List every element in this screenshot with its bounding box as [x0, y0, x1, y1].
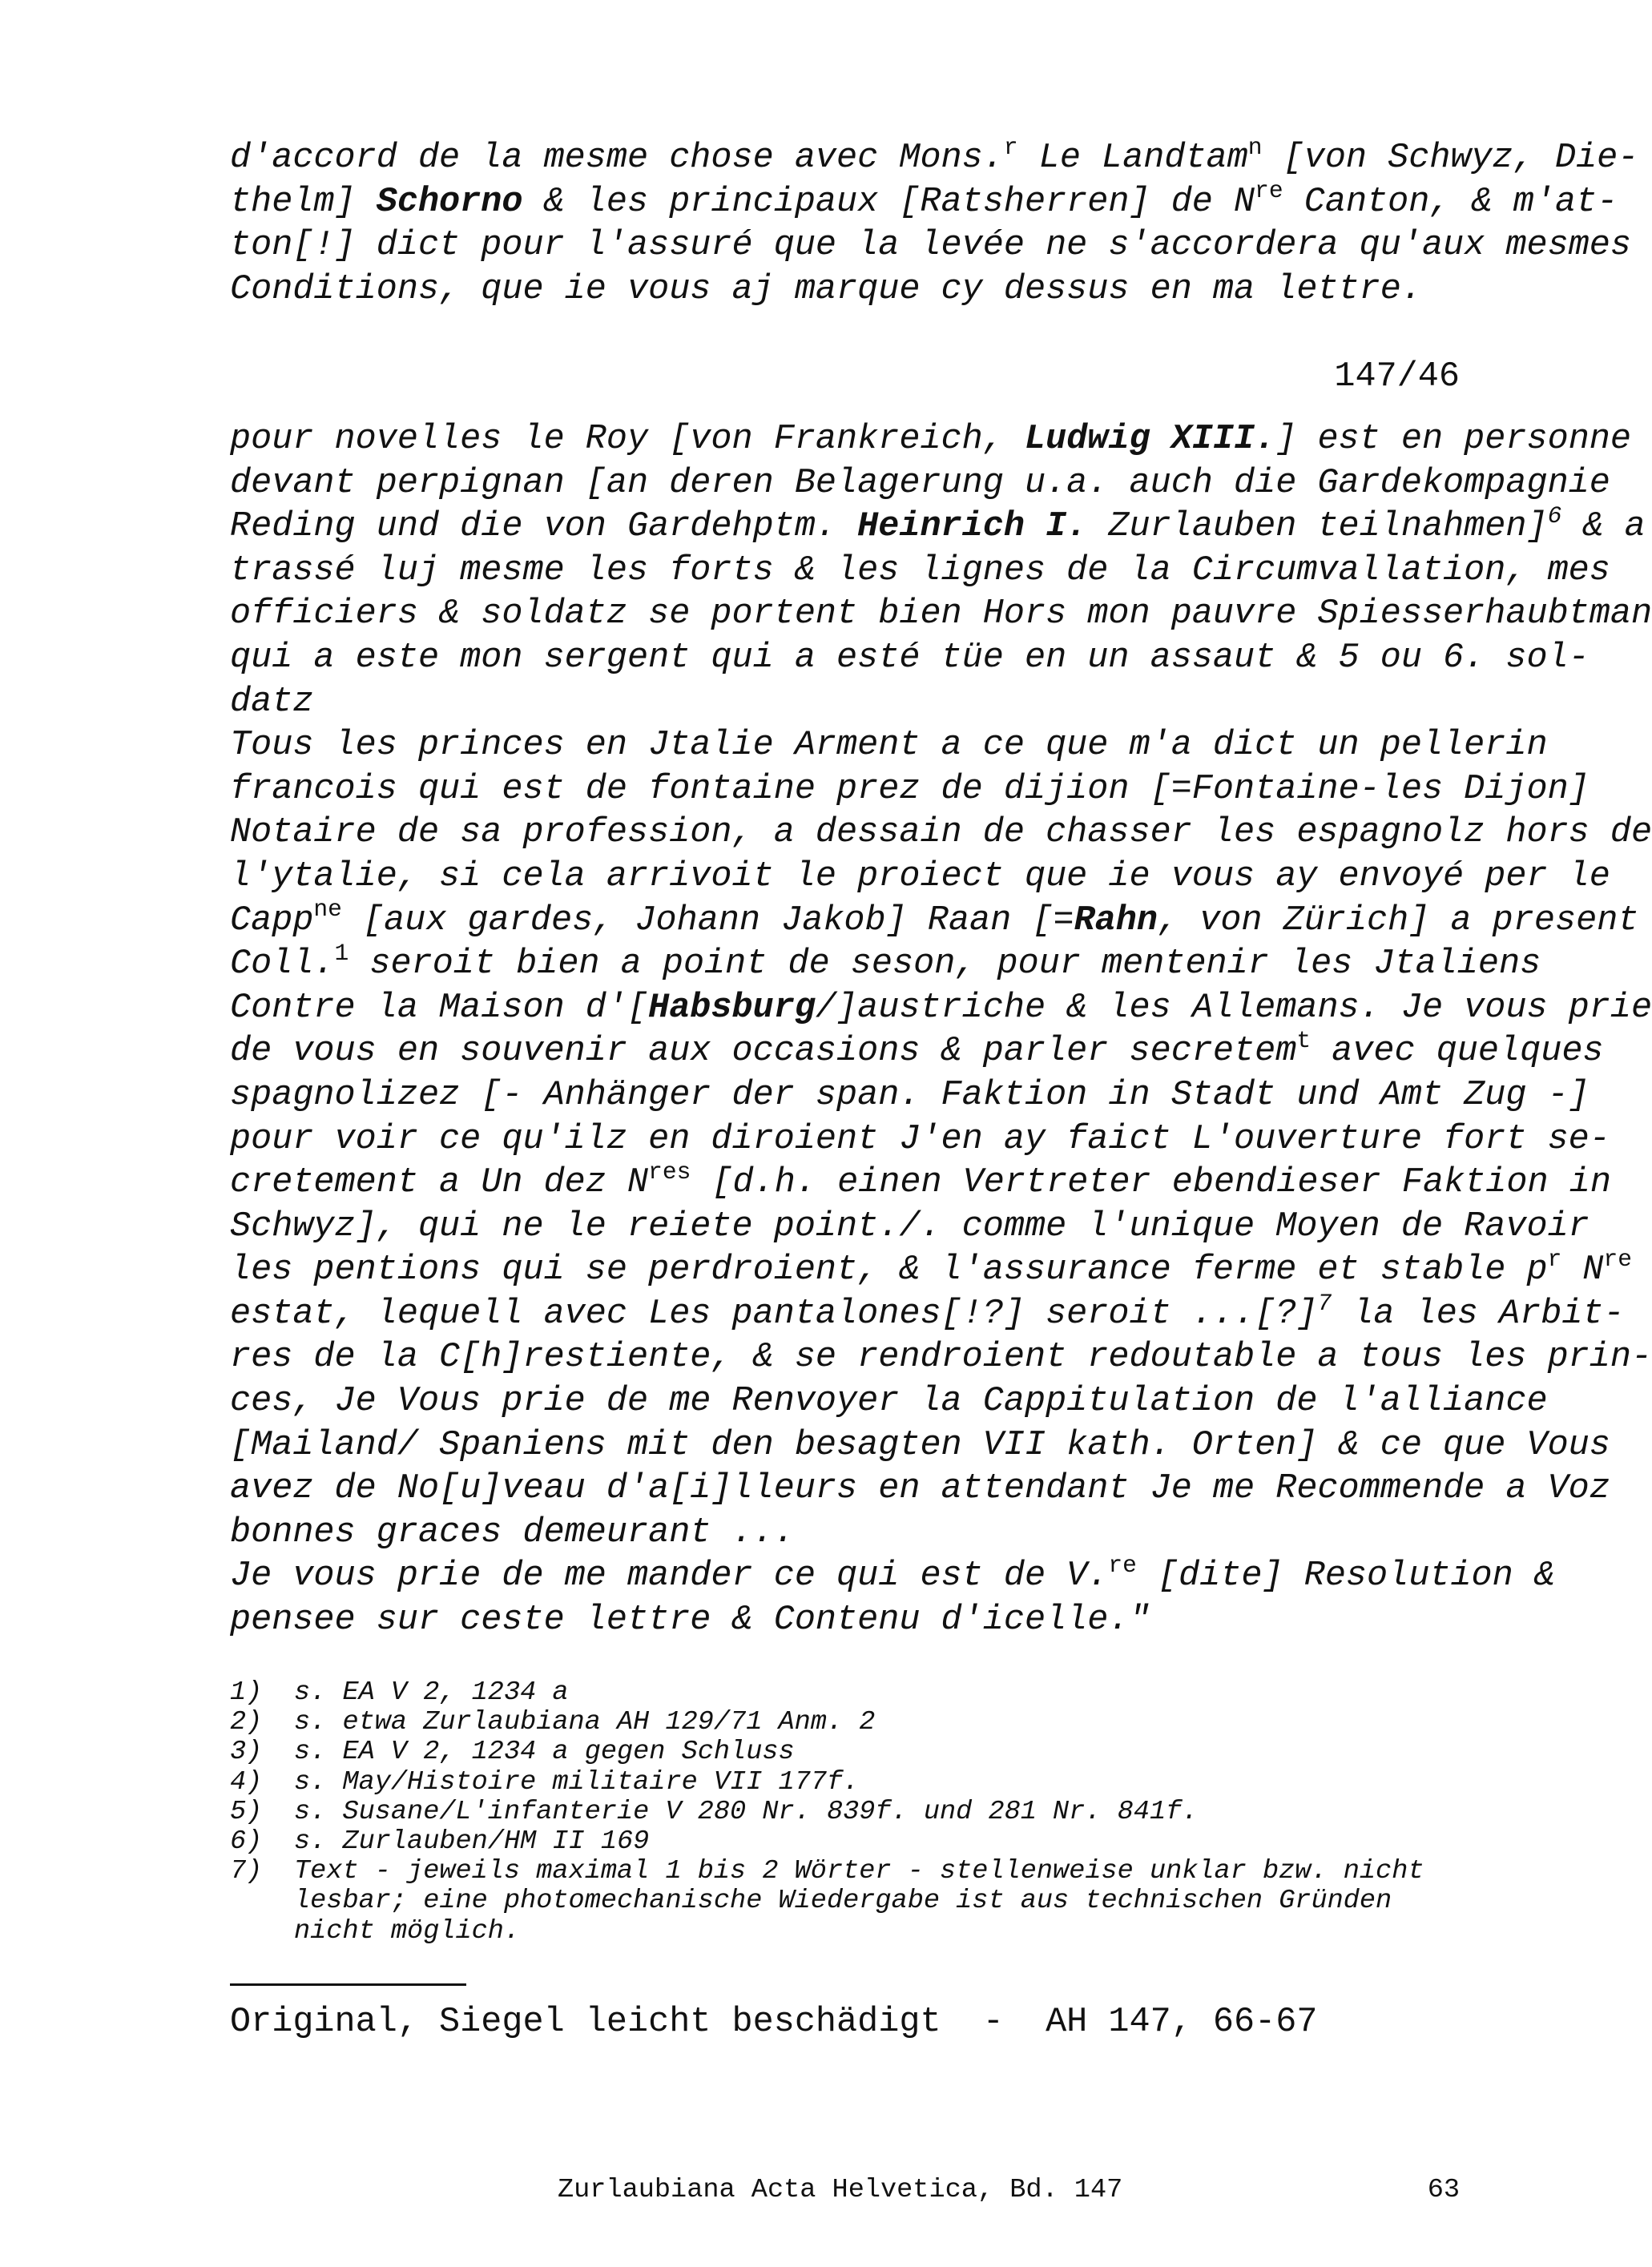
superscript: ne	[313, 896, 342, 924]
text-segment: ] est en personne	[1275, 420, 1632, 459]
text-segment: Contre la Maison d'[	[230, 988, 649, 1028]
text-segment: Le Landtam	[1017, 139, 1248, 178]
text-segment: thelm]	[230, 182, 377, 222]
text-line	[230, 1512, 1652, 1556]
text-line	[230, 768, 1652, 812]
footnote	[230, 1678, 1424, 1708]
superscript: r	[1547, 1246, 1562, 1274]
text-segment: N	[1561, 1250, 1604, 1291]
bold-name: Rahn	[1074, 900, 1158, 940]
text-segment: & les principaux [Ratsherren] de N	[522, 182, 1255, 222]
text-line	[230, 896, 1652, 944]
source-note: Original, Siegel leicht beschädigt - AH 147, 66-67	[230, 2003, 1318, 2042]
text-segment: Zurlauben teilnahmen]	[1087, 507, 1548, 547]
footnote-marker: 7	[1317, 1289, 1332, 1317]
text-segment: [Mailand/ Spaniens mit den besagten VII kath. Orten] & ce que Vous	[230, 1425, 1610, 1465]
text-line	[230, 939, 1652, 987]
text-line	[230, 593, 1652, 637]
text-segment: & a	[1561, 507, 1646, 547]
footnote-number: 1)	[230, 1677, 263, 1708]
separator-rule	[230, 1983, 466, 1986]
footnote-text: s. etwa Zurlaubiana AH 129/71 Anm. 2	[294, 1707, 876, 1738]
text-segment: pour novelles le Roy [von Frankreich,	[230, 420, 1025, 459]
text-line	[230, 811, 1652, 856]
footnote-number: 6)	[230, 1826, 263, 1858]
footnote	[230, 1768, 1424, 1798]
footnote-number: 4)	[230, 1766, 263, 1798]
footnote-text: s. May/Histoire militaire VII 177f.	[294, 1766, 860, 1798]
footnote	[230, 1827, 1424, 1857]
text-line	[230, 1552, 1652, 1599]
footnote	[230, 1798, 1424, 1827]
text-segment: Canton, & m'at-	[1283, 182, 1618, 222]
text-segment: les pentions qui se perdroient, & l'assurance ferme et stable p	[230, 1250, 1548, 1291]
text-segment: seroit bien a point de seson, pour mentenir les Jtaliens	[349, 944, 1541, 985]
footnote-text: nicht möglich.	[294, 1915, 521, 1947]
text-segment: la les Arbit-	[1332, 1294, 1625, 1334]
text-line	[230, 1336, 1652, 1380]
text-line	[230, 1424, 1652, 1468]
text-line	[230, 637, 1652, 681]
text-segment: datz	[230, 682, 314, 722]
text-segment: Coll.	[230, 944, 335, 985]
text-line	[230, 1380, 1652, 1424]
text-segment: Conditions, que ie vous aj marque cy dessus en ma lettre.	[230, 269, 1422, 309]
text-segment: d'accord de la mesme chose avec Mons.	[230, 139, 1004, 178]
text-segment: , von Zürich] a present	[1158, 900, 1639, 940]
text-segment: [von Schwyz, Die-	[1262, 139, 1639, 178]
text-segment: de vous en souvenir aux occasions & parler secretem	[230, 1032, 1297, 1072]
bold-name: Habsburg	[648, 988, 816, 1028]
footnotes	[230, 1678, 1424, 1947]
text-segment: avez de No[u]veau d'a[i]lleurs en attendant Je me Recommende a Voz	[230, 1469, 1610, 1509]
text-line	[230, 1158, 1652, 1206]
text-line	[230, 681, 1652, 725]
text-line	[230, 133, 1639, 181]
text-segment: Reding und die von Gardehptm.	[230, 507, 858, 547]
text-segment: Notaire de sa profession, a dessain de chasser les espagnolz hors de	[230, 813, 1652, 853]
text-line	[230, 987, 1652, 1031]
text-segment: avec quelques	[1311, 1032, 1604, 1072]
footnote-marker: 6	[1547, 501, 1562, 530]
text-segment: l'ytalie, si cela arrivoit le proiect que ie vous ay envoyé per le	[230, 856, 1610, 896]
footnote-text: s. EA V 2, 1234 a	[294, 1677, 569, 1708]
superscript: re	[1108, 1552, 1137, 1580]
text-segment: francois qui est de fontaine prez de dijion [=Fontaine-les Dijon]	[230, 769, 1590, 809]
text-segment: [aux gardes, Johann Jakob] Raan [=	[341, 900, 1074, 940]
text-segment: ton[!] dict pour l'assuré que la levée ne s'accordera qu'aux mesmes	[230, 226, 1631, 266]
superscript: res	[648, 1158, 691, 1186]
text-segment: trassé luj mesme les forts & les lignes de la Circumvallation, mes	[230, 550, 1610, 590]
superscript: n	[1247, 133, 1263, 161]
page-reference: 147/46	[1334, 357, 1460, 397]
text-line	[230, 1246, 1652, 1293]
footnote-text: s. EA V 2, 1234 a gegen Schluss	[294, 1737, 795, 1768]
text-segment: Tous les princes en Jtalie Arment a ce que m'a dict un pellerin	[230, 726, 1548, 766]
footnote-text: s. Zurlauben/HM II 169	[294, 1826, 650, 1858]
superscript: r	[1003, 133, 1018, 161]
text-segment: Capp	[230, 900, 314, 940]
text-segment: /]austriche & les Allemans. Je vous prie	[815, 988, 1652, 1028]
text-line	[230, 177, 1638, 225]
text-segment: qui a este mon sergent qui a esté tüe en un assaut & 5 ou 6. sol-	[230, 638, 1590, 678]
superscript: t	[1296, 1027, 1312, 1055]
text-segment: pour voir ce qu'ilz en diroient J'en ay faict L'ouverture fort se-	[230, 1119, 1610, 1159]
footnote-number: 5)	[230, 1796, 263, 1827]
text-segment: devant perpignan [an deren Belagerung u.a. auch die Gardekompagnie	[230, 463, 1610, 503]
text-line	[230, 1027, 1652, 1074]
superscript: re	[1603, 1246, 1633, 1274]
footnote	[230, 1857, 1424, 1947]
text-line	[230, 1289, 1652, 1337]
text-segment: estat, lequell avec Les pantalones[!?] seroit ...[?]	[230, 1294, 1318, 1334]
superscript: re	[1255, 177, 1283, 205]
text-segment: Schwyz], qui ne le reiete point./. comme l'unique Moyen de Ravoir	[230, 1206, 1590, 1246]
text-line	[230, 550, 1652, 594]
text-segment: Je vous prie de me mander ce qui est de V.	[230, 1556, 1109, 1597]
footnote-text: Text - jeweils maximal 1 bis 2 Wörter - stellenweise unklar bzw. nicht	[294, 1856, 1424, 1887]
footnote-text: s. Susane/L'infanterie V 280 Nr. 839f. und 281 Nr. 841f.	[294, 1796, 1199, 1827]
footnote-text: lesbar; eine photomechanische Wiedergabe ist aus technischen Gründen	[294, 1886, 1392, 1917]
text-segment: officiers & soldatz se portent bien Hors mon pauvre Spiesserhaubtman	[230, 594, 1652, 634]
text-line	[230, 268, 1638, 312]
text-segment: bonnes graces demeurant ...	[230, 1512, 795, 1552]
text-line	[230, 724, 1652, 768]
text-segment: res de la C[h]restiente, & se rendroient redoutable a tous les prin-	[230, 1338, 1652, 1378]
footer-page-number: 63	[1427, 2175, 1460, 2205]
footer-title: Zurlaubiana Acta Helvetica, Bd. 147	[558, 2175, 1123, 2205]
footnote-number: 3)	[230, 1737, 263, 1768]
footnote-number: 2)	[230, 1707, 263, 1738]
footnote	[230, 1737, 1424, 1767]
footnote	[230, 1708, 1424, 1737]
text-segment: spagnolizez [- Anhänger der span. Faktion in Stadt und Amt Zug -]	[230, 1075, 1590, 1115]
superscript: 1	[334, 939, 349, 967]
text-line	[230, 224, 1638, 268]
text-line	[230, 462, 1652, 506]
letter-text-part-2	[230, 418, 1652, 1643]
text-line	[230, 1206, 1652, 1250]
letter-text-part-1	[230, 133, 1639, 312]
text-line	[230, 856, 1652, 900]
text-segment: [dite] Resolution &	[1136, 1556, 1555, 1597]
footnote-number: 7)	[230, 1856, 263, 1887]
text-line	[230, 1599, 1652, 1643]
bold-name: Heinrich I.	[857, 507, 1088, 547]
text-line	[230, 1468, 1652, 1512]
bold-name: Ludwig XIII.	[1024, 420, 1276, 459]
bold-name: Schorno	[376, 182, 523, 222]
text-line	[230, 1074, 1652, 1118]
text-segment: pensee sur ceste lettre & Contenu d'icelle."	[230, 1601, 1150, 1641]
text-segment: cretement a Un dez N	[230, 1163, 649, 1203]
text-segment: [d.h. einen Vertreter ebendieser Faktion in	[691, 1163, 1611, 1203]
text-line	[230, 418, 1652, 462]
text-line	[230, 1118, 1652, 1162]
text-line	[230, 501, 1652, 550]
text-segment: ces, Je Vous prie de me Renvoyer la Cappitulation de l'alliance	[230, 1382, 1548, 1422]
